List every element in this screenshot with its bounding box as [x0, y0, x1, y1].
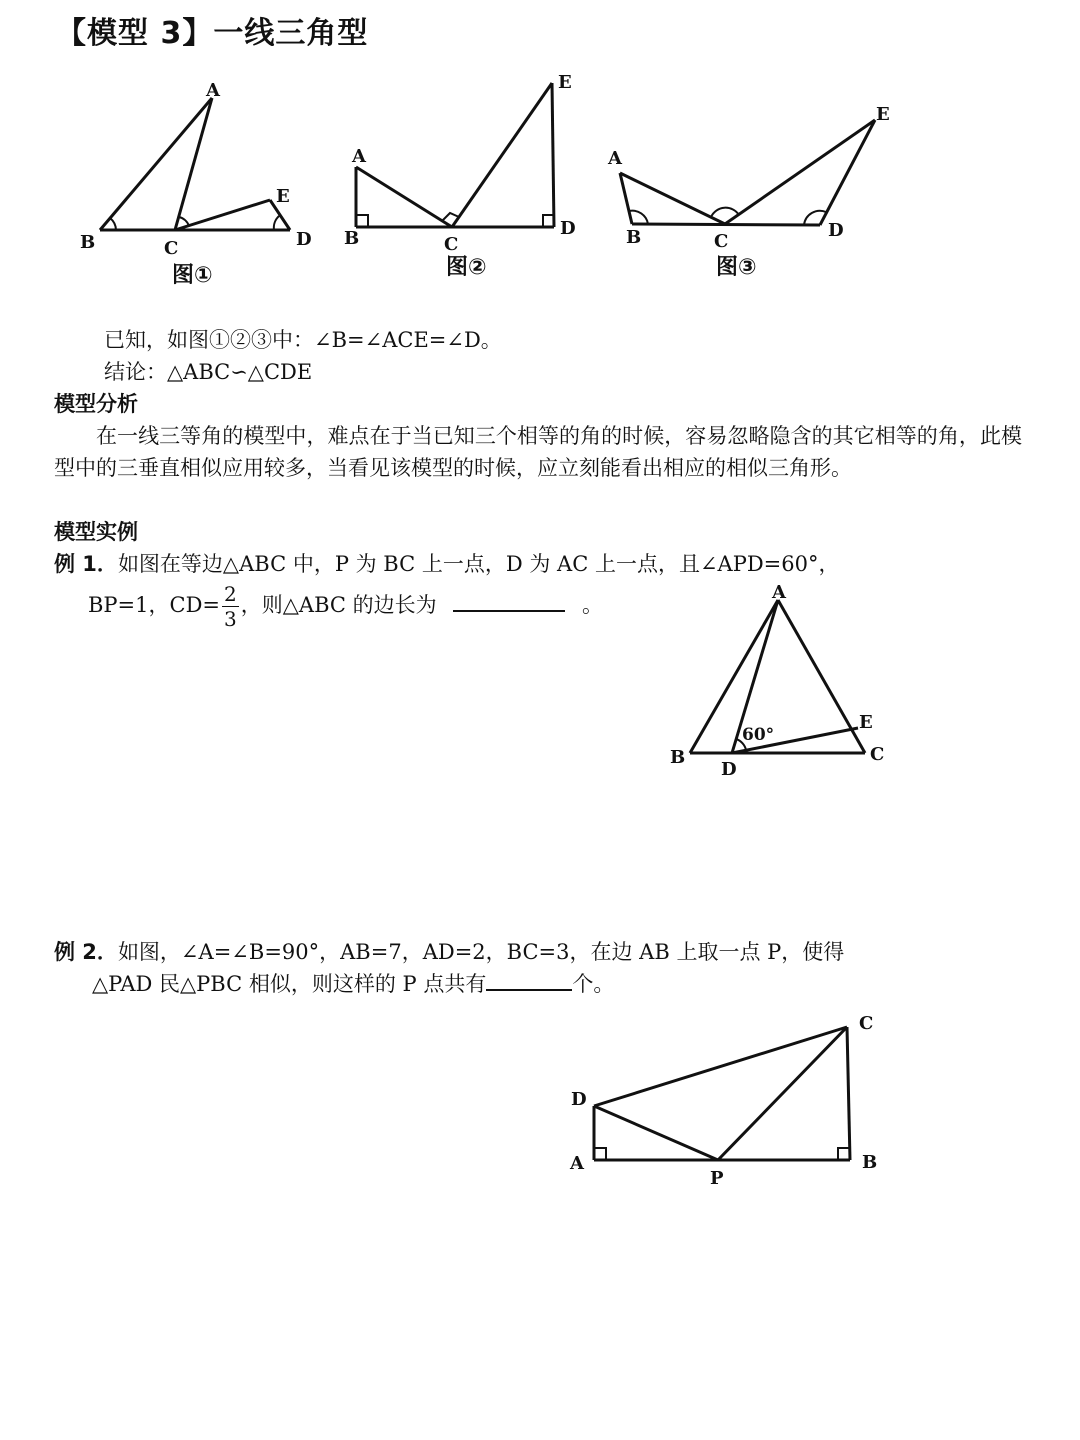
- example-1-label: 例 1．: [54, 552, 118, 576]
- segment-ab: [100, 98, 212, 230]
- point-label-d: D: [721, 759, 737, 780]
- point-label-a: A: [570, 1153, 584, 1174]
- point-label-b: B: [862, 1152, 878, 1173]
- analysis-heading: 模型分析: [54, 392, 138, 416]
- example-2-label: 例 2．: [54, 940, 118, 964]
- point-label-d: D: [296, 229, 312, 250]
- angle-label-60: 60°: [742, 725, 775, 745]
- angle-d-arc: [274, 216, 279, 230]
- point-label-a: A: [608, 148, 622, 169]
- example-1-question-end: ，则△ABC 的边长为: [240, 593, 437, 617]
- example-1-period: 。: [582, 593, 604, 617]
- segment-bc: [847, 1027, 850, 1160]
- example-2-figure: [560, 1005, 890, 1195]
- given-text: 已知，如图①②③中：∠B=∠ACE=∠D。: [104, 328, 502, 352]
- example-2-line-1: [54, 936, 844, 966]
- segment-dp: [594, 1106, 718, 1160]
- point-label-a: A: [206, 80, 220, 101]
- figure-2: [340, 70, 590, 255]
- figure-3: [600, 100, 900, 260]
- example-2-question-line-2: △PAD 民△PBC 相似，则这样的 P 点共有: [92, 972, 487, 996]
- point-label-c: C: [444, 234, 459, 255]
- figure-1-caption: 图①: [172, 263, 213, 288]
- point-label-e: E: [558, 72, 572, 93]
- point-label-d: D: [560, 218, 576, 239]
- point-label-b: B: [80, 232, 96, 253]
- example-2-line-2: [92, 968, 614, 998]
- point-label-c: C: [859, 1013, 874, 1034]
- segment-ab: [620, 173, 632, 224]
- segment-ac: [356, 167, 452, 227]
- point-label-a: A: [352, 146, 366, 167]
- angle-b-arc: [110, 218, 116, 230]
- point-label-c: C: [164, 238, 179, 259]
- right-angle-b: [838, 1148, 850, 1160]
- point-label-a: A: [772, 582, 786, 603]
- point-label-e: E: [276, 186, 290, 207]
- example-1-line-1: [54, 548, 840, 578]
- figure-1: [70, 70, 330, 260]
- point-label-d: D: [571, 1089, 587, 1110]
- point-label-c: C: [870, 744, 885, 765]
- fraction-numerator: 2: [224, 582, 237, 606]
- figure-3-caption: 图③: [716, 255, 757, 280]
- point-label-e: E: [876, 104, 890, 125]
- angle-c-arc: [179, 217, 189, 226]
- segment-ce: [725, 120, 875, 224]
- figure-2-caption: 图②: [446, 255, 487, 280]
- right-angle-a: [594, 1148, 606, 1160]
- point-label-e: E: [859, 712, 873, 733]
- point-label-b: B: [626, 227, 642, 248]
- examples-heading: 模型实例: [54, 520, 138, 544]
- fraction-two-thirds: [222, 582, 239, 631]
- point-label-d: D: [828, 220, 844, 241]
- point-label-c: C: [714, 231, 729, 252]
- example-1-given-bp-cd: BP=1，CD=: [88, 593, 221, 617]
- page-title: 【模型 3】一线三角型: [56, 16, 369, 51]
- example-1-figure: [660, 580, 900, 780]
- segment-ce: [452, 83, 552, 227]
- point-label-b: B: [344, 228, 360, 249]
- point-label-b: B: [670, 747, 686, 768]
- example-2-end: 个。: [572, 972, 615, 996]
- segment-ed: [552, 83, 554, 227]
- conclusion-text: 结论：△ABC∽△CDE: [104, 360, 313, 384]
- fraction-denominator: 3: [224, 607, 237, 631]
- example-1-line-2: [88, 582, 603, 631]
- segment-ed: [820, 120, 875, 225]
- example-2-question-line-1: 如图，∠A=∠B=90°，AB=7，AD=2，BC=3，在边 AB 上取一点 P，使得: [117, 940, 845, 964]
- right-angle-d: [543, 215, 554, 227]
- analysis-text: 在一线三等角的模型中，难点在于当已知三个相等的角的时候，容易忽略隐含的其它相等的角，此模型中的三垂直相似应用较多，当看见该模型的时候，应立刻能看出相应的相似三角形。: [54, 424, 1022, 480]
- segment-ac: [620, 173, 725, 224]
- right-angle-b: [356, 215, 368, 227]
- point-label-p: P: [710, 1168, 724, 1189]
- answer-blank-2[interactable]: [486, 969, 572, 991]
- answer-blank-1[interactable]: [453, 590, 565, 612]
- example-1-question-line-1: 如图在等边△ABC 中，P 为 BC 上一点，D 为 AC 上一点，且∠APD=60°，: [117, 552, 840, 576]
